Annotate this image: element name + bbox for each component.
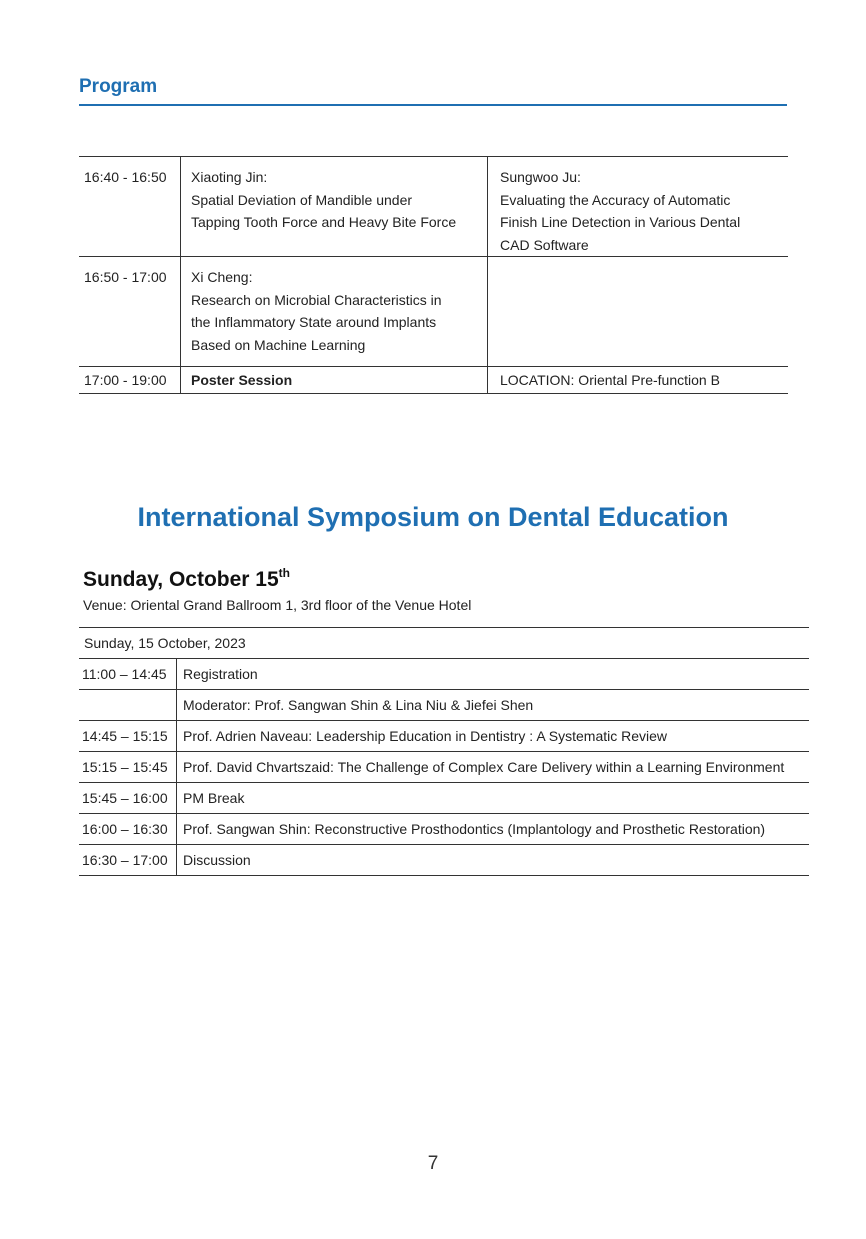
talk-cell-left xyxy=(181,257,488,367)
page-number: 7 xyxy=(427,1153,439,1174)
desc-cell: Prof. David Chvartszaid: The Challenge of Complex Care Delivery within a Learning Environment xyxy=(177,752,810,783)
talk-cell-right-empty xyxy=(488,257,789,367)
day-heading xyxy=(83,566,290,592)
time-cell: 11:00 – 14:45 xyxy=(79,659,177,690)
time-cell: 16:40 - 16:50 xyxy=(79,157,181,257)
header-divider xyxy=(79,104,787,106)
program-table xyxy=(79,156,788,394)
talk-cell-right xyxy=(488,157,789,257)
talk-title-line: Spatial Deviation of Mandible under xyxy=(191,191,413,208)
time-cell: 15:15 – 15:45 xyxy=(79,752,177,783)
time-cell: 15:45 – 16:00 xyxy=(79,783,177,814)
time-cell: 16:50 - 17:00 xyxy=(79,257,181,367)
desc-cell: Prof. Adrien Naveau: Leadership Education in Dentistry : A Systematic Review xyxy=(177,721,810,752)
time-cell xyxy=(79,690,177,721)
speaker-name: Sungwoo Ju: xyxy=(500,169,581,185)
table-row xyxy=(79,157,788,257)
table-row xyxy=(79,628,809,659)
date-header-cell: Sunday, 15 October, 2023 xyxy=(79,628,809,659)
desc-cell: Registration xyxy=(177,659,810,690)
talk-title-line: Evaluating the Accuracy of Automatic xyxy=(500,191,731,208)
day-ordinal-suffix: th xyxy=(278,566,290,580)
table-row xyxy=(79,257,788,367)
table-row xyxy=(79,659,809,690)
desc-cell: Moderator: Prof. Sangwan Shin & Lina Niu & Jiefei Shen xyxy=(177,690,810,721)
table-row xyxy=(79,814,809,845)
schedule-table xyxy=(79,627,809,876)
section-header-title: Program xyxy=(79,76,158,97)
desc-cell: PM Break xyxy=(177,783,810,814)
talk-title-line: Based on Machine Learning xyxy=(191,336,366,353)
talk-cell-left xyxy=(181,157,488,257)
table-row xyxy=(79,690,809,721)
time-cell: 17:00 - 19:00 xyxy=(79,367,181,394)
symposium-title: International Symposium on Dental Education xyxy=(137,502,729,532)
talk-title-line: the Inflammatory State around Implants xyxy=(191,314,437,330)
talk-title-line: Tapping Tooth Force and Heavy Bite Force xyxy=(191,214,457,230)
poster-session-label: Poster Session xyxy=(181,367,488,394)
venue-text: Venue: Oriental Grand Ballroom 1, 3rd floor of the Venue Hotel xyxy=(83,597,472,613)
table-row xyxy=(79,752,809,783)
talk-title-line: Finish Line Detection in Various Dental xyxy=(500,214,741,230)
desc-cell: Prof. Sangwan Shin: Reconstructive Prosthodontics (Implantology and Prosthetic Restoration) xyxy=(177,814,810,845)
table-row xyxy=(79,783,809,814)
location-cell: LOCATION: Oriental Pre-function B xyxy=(488,367,789,394)
time-cell: 16:30 – 17:00 xyxy=(79,845,177,876)
table-row xyxy=(79,845,809,876)
speaker-name: Xi Cheng: xyxy=(191,269,253,285)
time-cell: 16:00 – 16:30 xyxy=(79,814,177,845)
time-cell: 14:45 – 15:15 xyxy=(79,721,177,752)
speaker-name: Xiaoting Jin: xyxy=(191,169,268,185)
talk-title-line: CAD Software xyxy=(500,236,589,253)
desc-cell: Discussion xyxy=(177,845,810,876)
table-row xyxy=(79,721,809,752)
table-row xyxy=(79,367,788,394)
talk-title-line: Research on Microbial Characteristics in xyxy=(191,291,442,308)
day-heading-text: Sunday, October 15 xyxy=(83,568,279,591)
